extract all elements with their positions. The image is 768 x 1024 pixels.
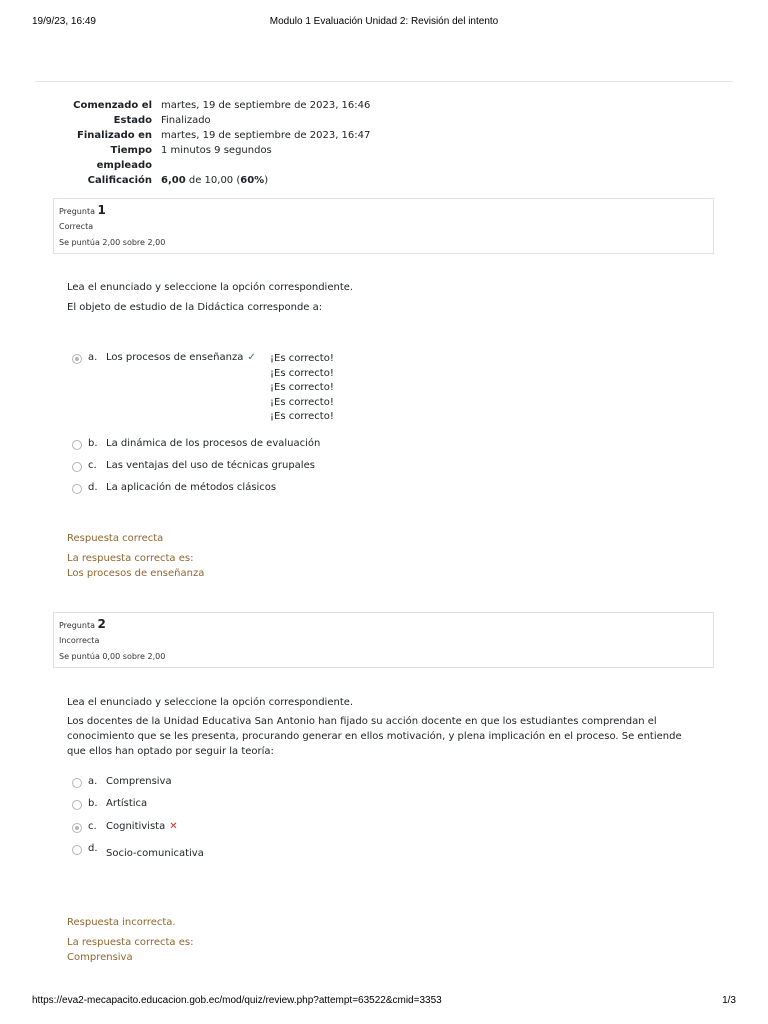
- question-number-value: 2: [97, 617, 106, 631]
- summary-value: martes, 19 de septiembre de 2023, 16:47: [161, 130, 371, 141]
- print-page-number: 1/3: [722, 995, 736, 1006]
- question-2-text: [67, 714, 707, 759]
- question-label: Pregunta: [59, 621, 98, 630]
- print-url: https://eva2-mecapacito.educacion.gob.ec/mod/quiz/review.php?attempt=63522&cmid=3353: [32, 995, 442, 1006]
- question-2-option-a[interactable]: [72, 775, 172, 789]
- question-2-option-c[interactable]: [72, 820, 178, 834]
- print-header: [0, 16, 768, 30]
- question-1-option-a[interactable]: [72, 351, 256, 365]
- question-2-option-d[interactable]: [72, 842, 204, 861]
- radio-button[interactable]: [72, 440, 82, 450]
- summary-row-started: [60, 98, 480, 113]
- option-letter: c.: [88, 460, 97, 471]
- question-2-info: [53, 612, 714, 668]
- option-text: Los procesos de enseñanza: [106, 352, 244, 363]
- question-1-option-c[interactable]: [72, 459, 315, 473]
- question-2-instruction: Lea el enunciado y seleccione la opción correspondiente.: [67, 697, 354, 708]
- option-feedback: [270, 352, 334, 425]
- question-1-option-b[interactable]: [72, 437, 320, 451]
- question-grade: Se puntúa 0,00 sobre 2,00: [59, 652, 166, 661]
- question-number: [59, 204, 713, 218]
- print-date: 19/9/23, 16:49: [32, 16, 96, 27]
- check-icon: ✓: [247, 352, 256, 363]
- question-grade: Se puntúa 2,00 sobre 2,00: [59, 238, 166, 247]
- summary-label: Comenzado el: [73, 100, 152, 111]
- option-text: Comprensiva: [106, 776, 172, 787]
- summary-value: martes, 19 de septiembre de 2023, 16:46: [161, 100, 371, 111]
- grade-text: de 10,00 (: [185, 175, 241, 186]
- question-1-info: [53, 198, 714, 254]
- question-2-right-answer: Comprensiva: [67, 952, 133, 963]
- feedback-line: ¡Es correcto!: [270, 353, 334, 364]
- question-state: Incorrecta: [59, 636, 100, 645]
- question-line: que ellos han optado por seguir la teoría:: [67, 746, 274, 757]
- question-number: [59, 618, 713, 632]
- radio-button[interactable]: [72, 800, 82, 810]
- cross-icon: ✕: [169, 821, 178, 832]
- grade-percent: 60%: [240, 175, 265, 186]
- option-text: Socio-comunicativa: [106, 848, 204, 859]
- grade-score: 6,00: [161, 175, 186, 186]
- option-text: La aplicación de métodos clásicos: [106, 482, 277, 493]
- question-number-value: 1: [97, 203, 106, 217]
- question-1-outcome: Respuesta correcta: [67, 533, 164, 544]
- radio-button[interactable]: [72, 354, 82, 364]
- question-2-right-label: La respuesta correcta es:: [67, 937, 194, 948]
- summary-label: Estado: [113, 115, 152, 126]
- summary-label-line: empleado: [96, 160, 152, 171]
- option-letter: a.: [88, 352, 98, 363]
- option-text: Las ventajas del uso de técnicas grupales: [106, 460, 315, 471]
- question-line: conocimiento que se les presenta, procurando generar en ellos motivación, y plena implicación en el proceso. Se entiende: [67, 731, 682, 742]
- radio-button[interactable]: [72, 823, 82, 833]
- question-2-outcome: Respuesta incorrecta.: [67, 917, 176, 928]
- summary-value: [161, 173, 480, 188]
- option-letter: c.: [88, 821, 97, 832]
- question-line: Los docentes de la Unidad Educativa San Antonio han fijado su acción docente en que los estudiantes comprendan el: [67, 716, 657, 727]
- radio-button[interactable]: [72, 462, 82, 472]
- summary-label: Finalizado en: [77, 130, 152, 141]
- feedback-line: ¡Es correcto!: [270, 396, 334, 408]
- option-letter: b.: [88, 438, 98, 449]
- summary-row-state: [60, 113, 480, 128]
- question-1-instruction: Lea el enunciado y seleccione la opción correspondiente.: [67, 282, 354, 293]
- summary-label: Calificación: [87, 175, 152, 186]
- summary-row-time: [60, 143, 480, 173]
- radio-button[interactable]: [72, 484, 82, 494]
- option-letter: d.: [88, 843, 98, 854]
- question-1-text: El objeto de estudio de la Didáctica corresponde a:: [67, 302, 323, 313]
- question-label: Pregunta: [59, 207, 98, 216]
- radio-button[interactable]: [72, 845, 82, 855]
- summary-label-line: Tiempo: [110, 145, 152, 156]
- feedback-line: ¡Es correcto!: [270, 367, 334, 379]
- summary-label: [60, 143, 161, 173]
- option-letter: b.: [88, 798, 98, 809]
- summary-row-finished: [60, 128, 480, 143]
- feedback-line: ¡Es correcto!: [270, 411, 334, 422]
- option-letter: a.: [88, 776, 98, 787]
- radio-button[interactable]: [72, 778, 82, 788]
- summary-value: 1 minutos 9 segundos: [161, 145, 272, 156]
- option-text: La dinámica de los procesos de evaluación: [106, 438, 321, 449]
- attempt-summary: [60, 98, 480, 188]
- grade-text: ): [264, 175, 269, 186]
- option-text: Artística: [106, 798, 148, 809]
- feedback-line: ¡Es correcto!: [270, 382, 334, 393]
- summary-row-grade: [60, 173, 480, 188]
- question-1-right-answer: Los procesos de enseñanza: [67, 568, 205, 579]
- option-text: Cognitivista: [106, 821, 166, 832]
- question-1-option-d[interactable]: [72, 481, 276, 495]
- summary-value: Finalizado: [161, 115, 211, 126]
- print-title: Modulo 1 Evaluación Unidad 2: Revisión del intento: [269, 16, 499, 27]
- print-footer: [0, 995, 768, 1009]
- option-letter: d.: [88, 482, 98, 493]
- question-state: Correcta: [59, 222, 94, 231]
- question-1-right-label: La respuesta correcta es:: [67, 553, 194, 564]
- header-divider: [35, 81, 733, 82]
- question-2-option-b[interactable]: [72, 797, 147, 811]
